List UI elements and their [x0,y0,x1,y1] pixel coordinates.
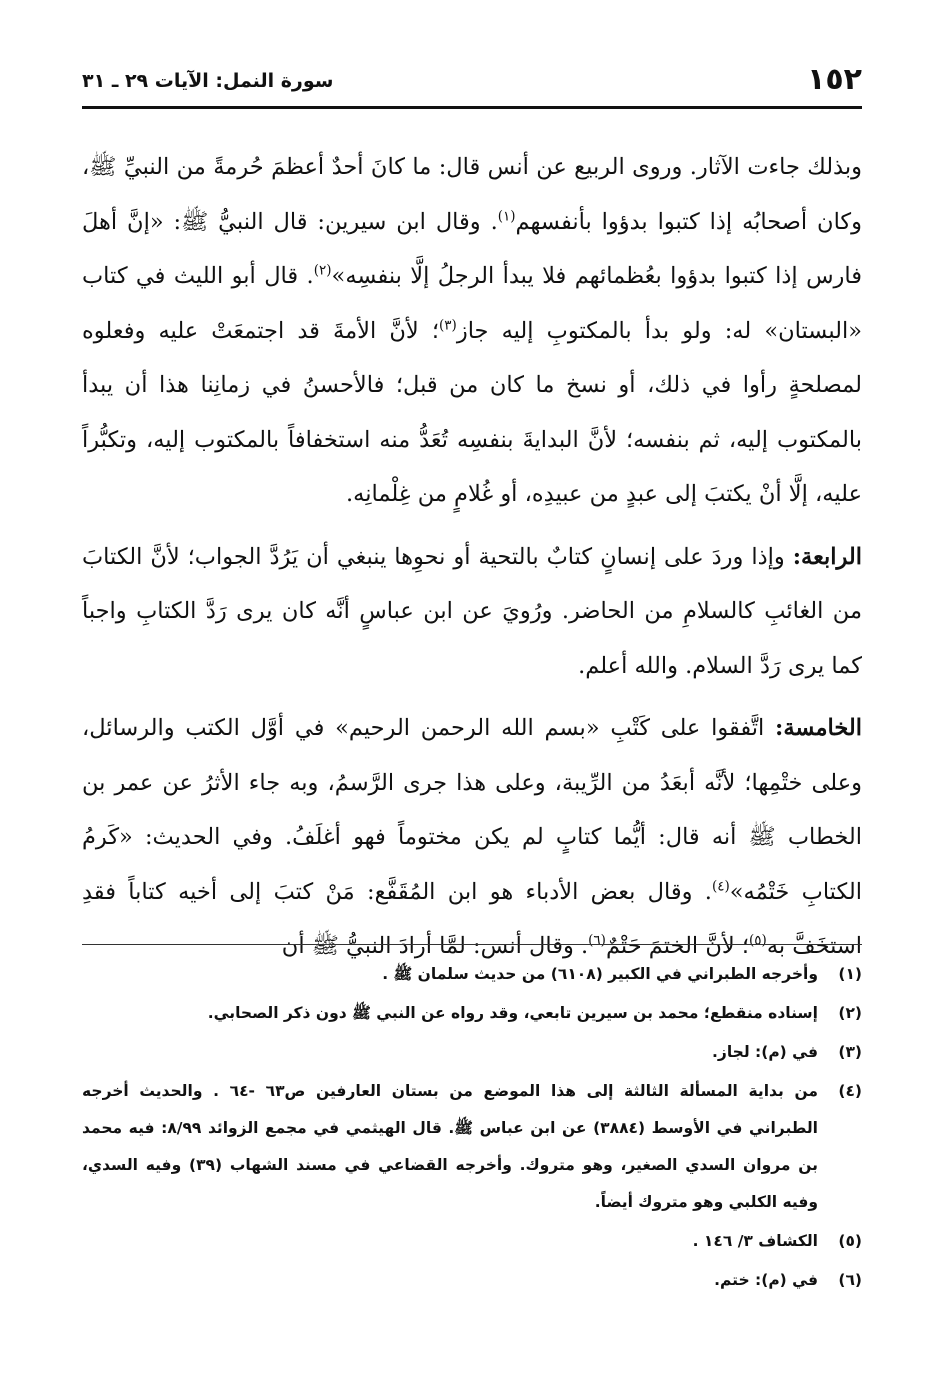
page-header [82,62,862,102]
text-run: . قال أبو الليث في كتاب «البستان» له: ولو بدأ بالمكتوبِ إليه جاز [82,263,863,344]
footnote-number: (٣) [838,1043,862,1061]
footnote-marker-2: (٢) [313,262,332,279]
section-heading-fourth: الرابعة: [792,543,862,570]
section-heading-fifth: الخامسة: [775,715,862,741]
header-rule [82,106,862,109]
paragraph-2 [82,530,862,694]
footnote-1 [82,956,862,993]
footnote-4 [82,1073,862,1221]
footnotes [82,956,862,1301]
text-run: وبذلك جاءت الآثار. وروى الربيع عن أنس قال: ما كانَ أحدٌ أعظمَ حُرمةً من النبيِّ ﷺ، وكان أصحابُه إذا كتبوا بدؤوا بأنفسهم [82,154,862,235]
footnote-marker-5: (٥) [748,932,767,949]
footnote-text: وأخرجه الطبراني في الكبير (٦١٠٨) من حديث سلمان ﷺ . [382,965,818,983]
text-run: ؛ لأنَّ الأمةَ قد اجتمعَتْ عليه وفعلوه لمصلحةٍ رأوا في ذلك، أو نسخ ما كان من قبل؛ فالأحسنُ في زمانِنا هذا أن يبدأ بالمكتوب إليه، ثم بنفسه؛ لأنَّ البدايةَ بنفسِه تُعَدُّ منه استخفافاً بالمكتوب إليه، وتكبُّراً عليه، إلَّا أنْ يكتبَ إلى عبدٍ من عبيدِه، أو غُلامٍ من غِلْمانِه. [82,317,862,507]
text-run: . وقال ابن سيرين: قال النبيُّ ﷺ: «إنَّ أهلَ فارس إذا كتبوا بدؤوا بعُظمائهم فلا يبدأ الرجلُ إلَّا بنفسِه» [82,208,863,289]
footnote-marker-4: (٤) [711,878,730,894]
text-run: اتَّفقوا على كَتْبِ «بسم الله الرحمن الرحيم» في أوَّل الكتب والرسائل، وعلى ختْمِها؛ لأنَّه أبعَدُ من الرِّيبة، وعلى هذا جرى الرَّسمُ، وبه جاء الأثرُ عن عمر بن الخطاب ﷺ أنه قال: أيُّما كتابٍ لم يكن مختوماً فهو أغلَفُ. وفي الحديث: «كَرمُ الكتابِ خَتْمُه» [82,715,862,905]
footnote-number: (٥) [838,1232,862,1250]
footnote-marker-1: (١) [497,208,516,224]
footnote-2 [82,995,862,1032]
footnote-3 [82,1034,862,1071]
text-run: وإذا وردَ على إنسانٍ كتابٌ بالتحية أو نحوِها ينبغي أن يَرُدَّ الجواب؛ لأنَّ الكتابَ من الغائبِ كالسلامِ من الحاضر. ورُويَ عن ابن عباسٍ أنَّه كان يرى رَدَّ الكتابِ واجباً كما يرى رَدَّ السلام. والله أعلم. [82,543,862,679]
footnote-marker-3: (٣) [439,317,457,333]
footnote-number: (٦) [838,1271,862,1289]
text-run: . وقال أنس: لمَّا أرادَ النبيُّ ﷺ أن [281,933,589,959]
running-title: سورة النمل: الآيات ٢٩ ـ ٣١ [82,70,334,92]
footnote-text: في (م): ختم. [714,1271,818,1289]
text-run: . وقال بعض الأدباء هو ابن المُقَفَّع: مَنْ كتبَ إلى أخيه كتاباً فقدِ استخَفَّ به [82,878,862,959]
main-text [82,140,862,982]
footnote-rule [82,944,862,945]
paragraph-3 [82,701,862,974]
footnote-text: إسناده منقطع؛ محمد بن سيرين تابعي، وقد رواه عن النبي ﷺ دون ذكر الصحابي. [207,1004,818,1022]
footnote-text: من بداية المسألة الثالثة إلى هذا الموضع من بستان العارفين ص٦٣ -٦٤ . والحديث أخرجه الطبراني في الأوسط (٣٨٨٤) عن ابن عباس ﷺ. قال الهيثمي في مجمع الزوائد ٨/٩٩: فيه محمد بن مروان السدي الصغير، وهو متروك. وأخرجه القضاعي في مسند الشهاب (٣٩) وفيه السدي، وفيه الكلبي وهو متروك أيضاً. [82,1082,818,1211]
footnote-number: (٤) [838,1082,862,1100]
footnote-6 [82,1262,862,1299]
footnote-text: الكشاف ٣/ ١٤٦ . [692,1232,818,1250]
text-run: ؛ لأنَّ الختمَ حَتْمٌ [605,933,749,959]
footnote-marker-6: (٦) [588,932,606,949]
footnote-number: (١) [838,965,862,983]
page-number: ١٥٢ [807,62,862,97]
footnote-text: في (م): لجاز. [712,1043,818,1061]
footnote-number: (٢) [838,1004,862,1022]
paragraph-1 [82,140,862,522]
footnote-5 [82,1223,862,1260]
